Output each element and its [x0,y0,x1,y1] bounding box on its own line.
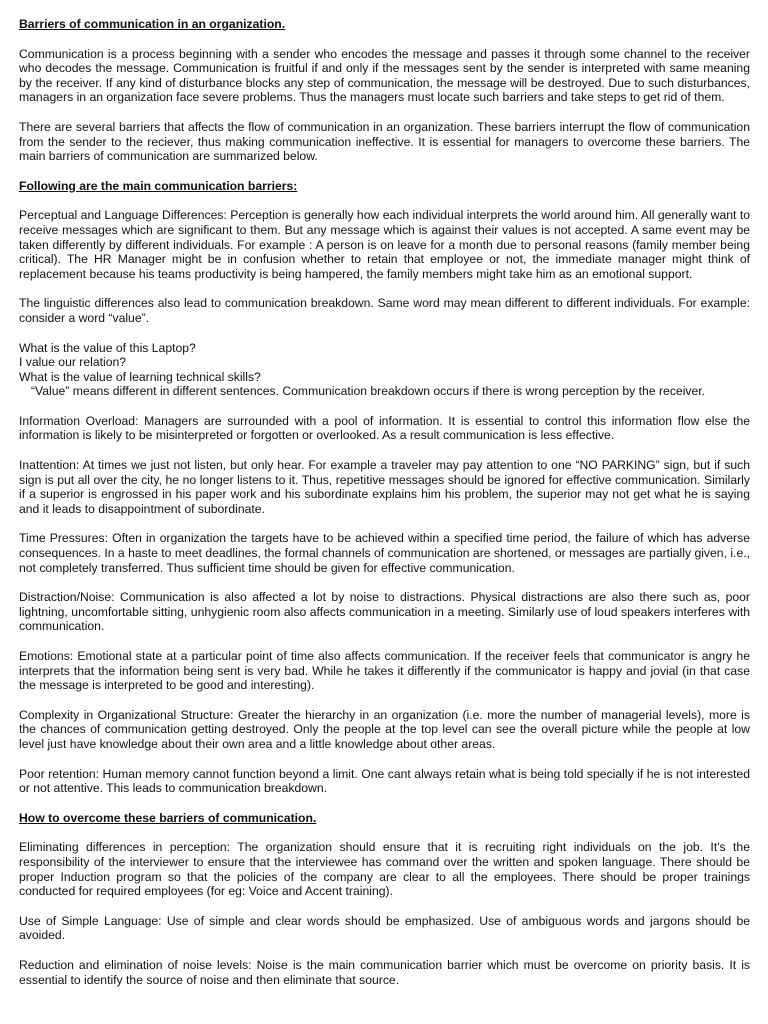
barrier-paragraph: Poor retention: Human memory cannot function beyond a limit. One cant always retain what is being told specially if he is not interested or not attentive. This leads to communication breakdown. [19,766,750,796]
example-question: I value our relation? [19,355,127,370]
barrier-paragraph: Distraction/Noise: Communication is also affected a lot by noise to distractions. Physical distractions are also there such as, poor lightning, uncomfortable sitting, unhygienic room also affects communication in a meeting. Similarly use of loud speakers interferes with communication. [19,590,750,634]
document-title: Barriers of communication in an organization. [19,17,286,31]
perceptual-paragraph: Perceptual and Language Differences: Perception is generally how each individual interprets the world around him. All generally want to receive messages which are significant to them. But any message which is against their values is not accepted. A same event may be taken differently by different individuals. For example : A person is on leave for a month due to personal reasons (family member being critical). The HR Manager might be in confusion whether to retain that employee or not, the immediate manager might think of replacement because his teams productivity is being hampered, the family members might take him as an emotional support. [19,208,750,281]
solution-paragraph: Eliminating differences in perception: The organization should ensure that it is recruiting right individuals on the job. It's the responsibility of the interviewer to ensure that the interviewee has command over the written and spoken language. There should be proper Induction program so that the policies of the company are clear to all the employees. There should be proper trainings conducted for required employees (for eg: Voice and Accent training). [19,840,750,899]
solution-paragraph: Use of Simple Language: Use of simple and clear words should be emphasized. Use of ambiguous words and jargons should be avoided. [19,913,750,943]
example-question: What is the value of learning technical skills? [19,369,261,384]
value-note: “Value” means different in different sentences. Communication breakdown occurs if there is wrong perception by the receiver. [31,384,706,399]
barrier-paragraph: Inattention: At times we just not listen, but only hear. For example a traveler may pay attention to one “NO PARKING” sign, but if such sign is put all over the city, he no longer listens to it. Thus, repetitive messages should be ignored for effective communication. Similarly if a superior is engrossed in his paper work and his subordinate explains him his problem, the superior may not get what he is saying and it leads to disappointment of subordinate. [19,458,750,516]
barrier-paragraph: Time Pressures: Often in organization the targets have to be achieved within a specified time period, the failure of which has adverse consequences. In a haste to meet deadlines, the formal channels of communication are shortened, or messages are partially given, i.e., not completely transferred. Thus sufficient time should be given for effective communication. [19,531,750,575]
example-question: What is the value of this Laptop? [19,340,196,355]
overcome-heading: How to overcome these barriers of communication. [19,810,317,825]
intro-paragraph: There are several barriers that affects the flow of communication in an organization. These barriers interrupt the flow of communication from the sender to the reciever, thus making communication ineffective. It is essential for managers to overcome these barriers. The main barriers of communication are summarized below. [19,119,750,164]
solution-paragraph: Reduction and elimination of noise levels: Noise is the main communication barrier which must be overcome on priority basis. It is essential to identify the source of noise and then eliminate that source. [19,957,750,987]
linguistic-paragraph: The linguistic differences also lead to communication breakdown. Same word may mean different to different individuals. For example: consider a word “value”. [19,296,750,325]
barriers-heading: Following are the main communication barriers: [19,178,298,193]
intro-paragraph: Communication is a process beginning with a sender who encodes the message and passes it through some channel to the receiver who decodes the message. Communication is fruitful if and only if the messages sent by the sender is interpreted with same meaning by the receiver. If any kind of disturbance blocks any step of communication, the message will be destroyed. Due to such disturbances, managers in an organization face severe problems. Thus the managers must locate such barriers and take steps to get rid of them. [19,46,750,105]
barrier-paragraph: Complexity in Organizational Structure: Greater the hierarchy in an organization (i.e. more the number of managerial levels), more is the chances of communication getting destroyed. Only the people at the top level can see the overall picture while the people at low level just have knowledge about their own area and a little knowledge about other areas. [19,707,750,751]
barrier-paragraph: Emotions: Emotional state at a particular point of time also affects communication. If the receiver feels that communicator is angry he interprets that the information being sent is very bad. While he takes it differently if the communicator is happy and jovial (in that case the message is interpreted to be good and interesting). [19,649,750,693]
document-page [19,17,750,1002]
barrier-paragraph: Information Overload: Managers are surrounded with a pool of information. It is essential to control this information flow else the information is likely to be misinterpreted or forgotten or overlooked. As a result communication is less effective. [19,413,750,443]
